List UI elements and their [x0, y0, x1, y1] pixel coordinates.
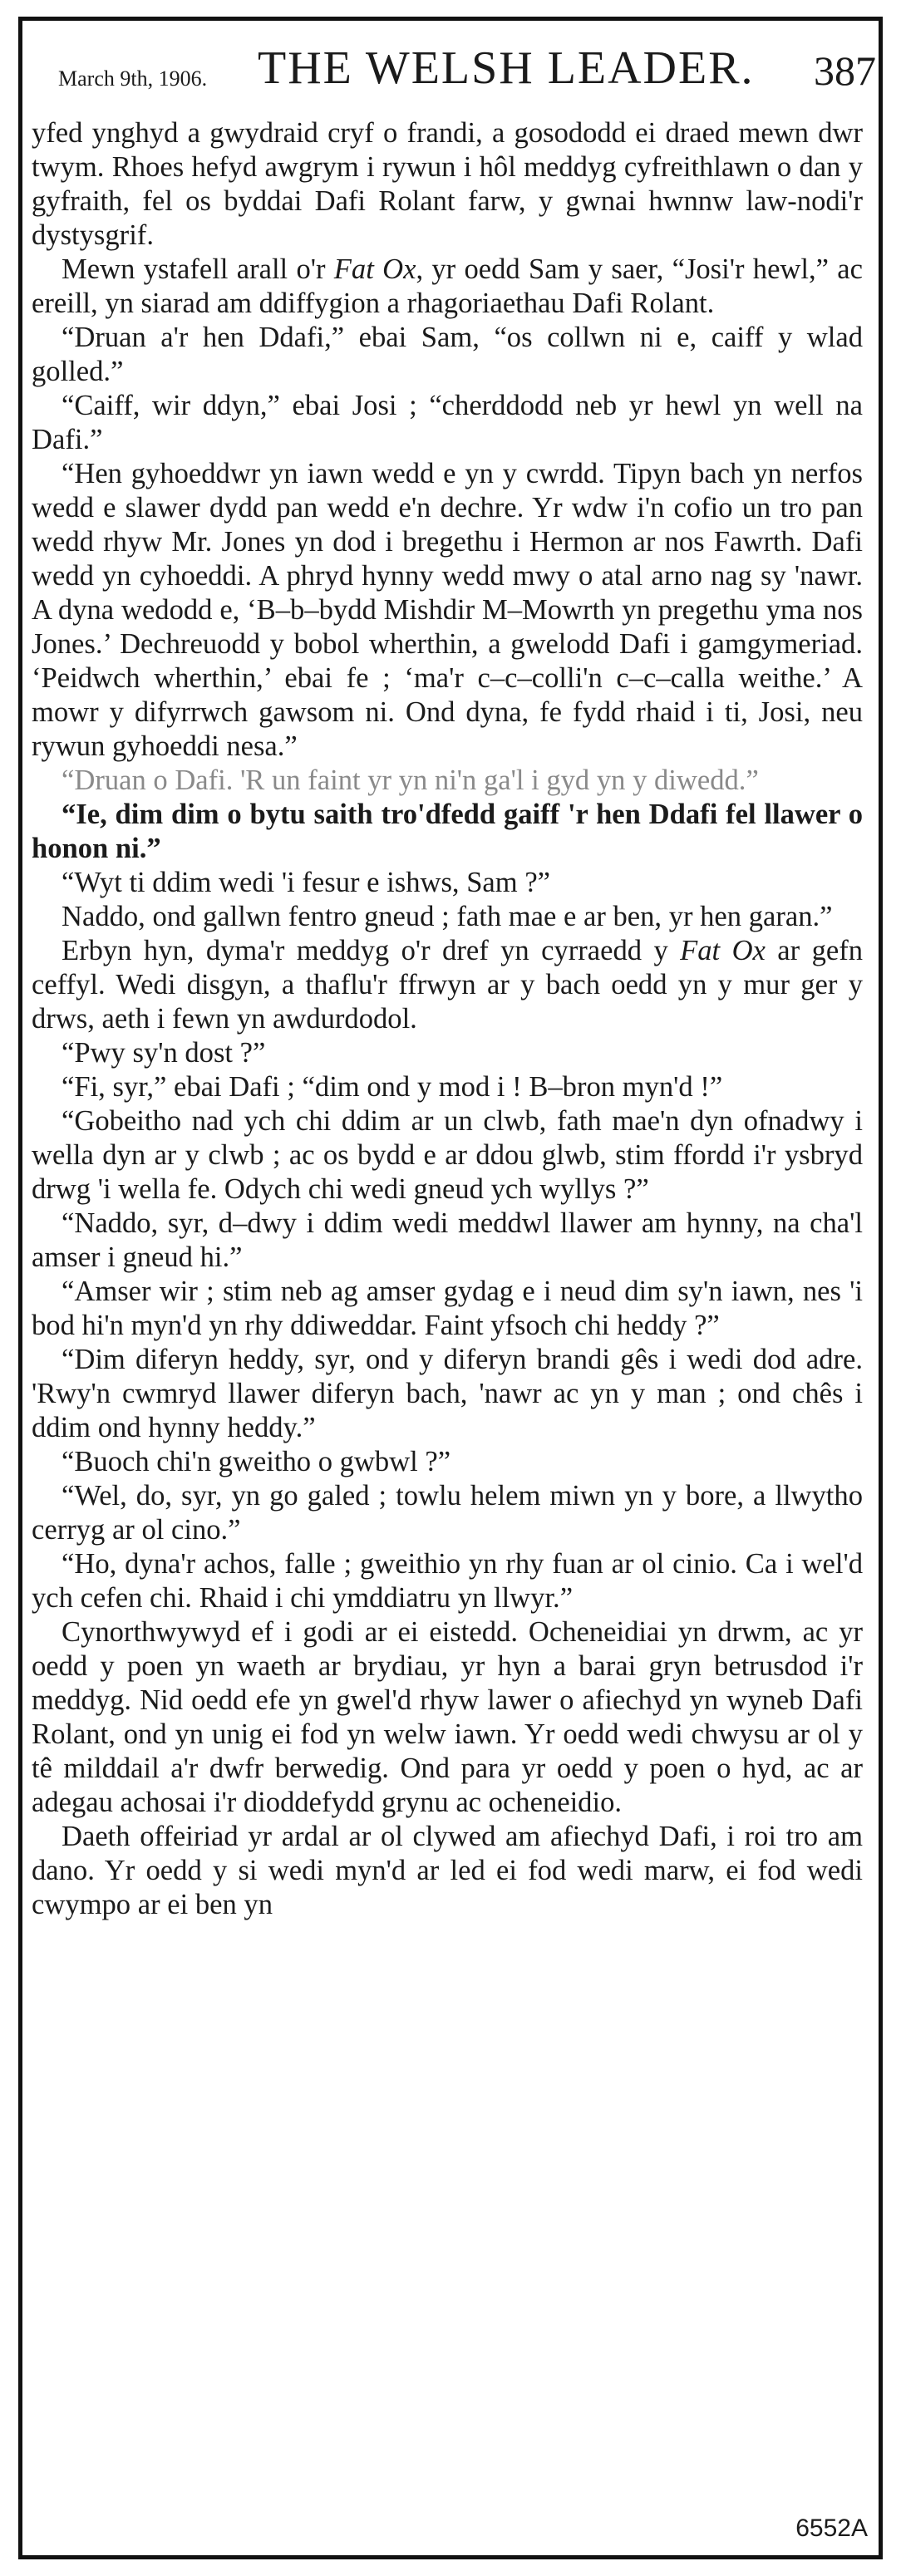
paragraph: “Ho, dyna'r achos, falle ; gweithio yn rhy fuan ar ol cinio. Ca i wel'd ych cefen chi. Rhaid i chi ymddiatru yn llwyr.” — [32, 1548, 863, 1614]
paragraph: “Wyt ti ddim wedi 'i fesur e ishws, Sam ?” — [62, 867, 551, 898]
paragraph: Naddo, ond gallwn fentro gneud ; fath mae e ar ben, yr hen garan.” — [62, 901, 833, 932]
inn-name: Fat Ox — [333, 253, 416, 285]
paragraph: “Caiff, wir ddyn,” ebai Josi ; “cherddodd neb yr hewl yn well na Dafi.” — [32, 390, 863, 455]
page-number: 387 — [814, 47, 876, 94]
article-body — [32, 116, 863, 1922]
paragraph-text: Erbyn hyn, dyma'r meddyg o'r dref yn cyrraedd y — [62, 935, 681, 966]
paragraph: “Amser wir ; stim neb ag amser gydag e i neud dim sy'n iawn, nes 'i bod hi'n myn'd yn rhy ddiweddar. Faint yfsoch chi heddy ?” — [32, 1276, 863, 1341]
paragraph: “Druan o Dafi. 'R un faint yr yn ni'n ga'l i gyd yn y diwedd.” — [62, 764, 759, 796]
paragraph: “Buoch chi'n gweitho o gwbwl ?” — [62, 1446, 451, 1477]
paragraph: yfed ynghyd a gwydraid cryf o frandi, a gosododd ei draed mewn dwr twym. Rhoes hefyd awgrym i rywun i hôl meddyg cyfreithlawn o dan y gyfraith, fel os byddai Dafi Rolant farw, y gwnai hwnnw law-nodi'r dystysgrif. — [32, 117, 863, 251]
paragraph: “Druan a'r hen Ddafi,” ebai Sam, “os collwn ni e, caiff y wlad golled.” — [32, 322, 863, 387]
paragraph: “Hen gyhoeddwr yn iawn wedd e yn y cwrdd. Tipyn bach yn nerfos wedd e slawer dydd pan wedd e'n dechre. Yr wdw i'n cofio un tro pan wedd rhyw Mr. Jones yn dod i bregethu i Hermon ar nos Fawrth. Dafi wedd yn cyhoeddi. A phryd hynny wedd mwy o atal arno nag sy 'nawr. A dyna wedodd e, ‘B–b–bydd Mishdir M–Mowrth yn pregethu yma nos Jones.’ Dechreuodd y bobol wherthin, a gwelodd Dafi i gamgymeriad. ‘Peidwch wherthin,’ ebai fe ; ‘ma'r c–c–colli'n c–c–calla weithe.’ A mowr y difyrrwch gawsom ni. Ond dyna, fe fydd rhaid i ti, Josi, neu rywun gyhoeddi nesa.” — [32, 458, 863, 762]
paragraph-text: ar gefn ceffyl. Wedi disgyn, a thaflu'r ffrwyn ar y bach oedd yn y mur ger y drws, aeth i fewn yn awdurdodol. — [32, 935, 864, 1035]
masthead — [55, 30, 894, 105]
paragraph: “Gobeitho nad ych chi ddim ar un clwb, fath mae'n dyn ofnadwy i wella dyn ar y clwb ; ac os bydd e ar ddou glwb, stim ffordd i'r ysbryd drwg 'i wella fe. Odych chi wedi gneud ych wyllys ?” — [32, 1105, 863, 1205]
inn-name: Fat Ox — [680, 935, 766, 966]
paragraph: “Wel, do, syr, yn go galed ; towlu helem miwn yn y bore, a llwytho cerryg ar ol cino.” — [32, 1480, 863, 1546]
paragraph: Cynorthwywyd ef i godi ar ei eistedd. Ocheneidiai yn drwm, ac yr oedd y poen yn waeth ar brydiau, yr hyn a barai gryn betrusdod i'r meddyg. Nid oedd efe yn gwel'd rhyw lawer o afiechyd yn wyneb Dafi Rolant, ond yn unig ei fod yn welw iawn. Yr oedd wedi chwysu ar ol y tê milddail a'r dwfr berwedig. Ond para yr oedd y poen o hyd, ac ar adegau achosai i'r dioddefydd grynu ac ocheneidio. — [32, 1616, 863, 1818]
paragraph: “Ie, dim dim o bytu saith tro'dfedd gaiff 'r hen Ddafi fel llawer o honon ni.” — [32, 799, 863, 864]
paragraph: “Pwy sy'n dost ?” — [62, 1037, 266, 1069]
newspaper-title: THE WELSH LEADER. — [258, 42, 755, 94]
reference-number: 6552A — [795, 2515, 868, 2542]
paragraph-text: , yr oedd Sam y saer, “Josi'r hewl,” ac ereill, yn siarad am ddiffygion a rhagoriaethau Dafi Rolant. — [32, 253, 863, 319]
issue-date: March 9th, 1906. — [58, 66, 208, 91]
paragraph: “Naddo, syr, d–dwy i ddim wedi meddwl llawer am hynny, na cha'l amser i gneud hi.” — [32, 1207, 863, 1273]
paragraph — [32, 253, 863, 321]
paragraph-text: Mewn ystafell arall o'r — [62, 253, 334, 285]
paragraph: “Fi, syr,” ebai Dafi ; “dim ond y mod i ! B–bron myn'd !” — [62, 1071, 723, 1103]
paragraph: Daeth offeiriad yr ardal ar ol clywed am afiechyd Dafi, i roi tro am dano. Yr oedd y si wedi myn'd ar led ei fod wedi marw, ei fod wedi cwympo ar ei ben yn — [32, 1821, 863, 1920]
paragraph: “Dim diferyn heddy, syr, ond y diferyn brandi gês i wedi dod adre. 'Rwy'n cwmryd llawer diferyn bach, 'nawr ac yn y man ; ond chês i ddim ond hynny heddy.” — [32, 1344, 863, 1443]
paragraph — [32, 934, 863, 1036]
